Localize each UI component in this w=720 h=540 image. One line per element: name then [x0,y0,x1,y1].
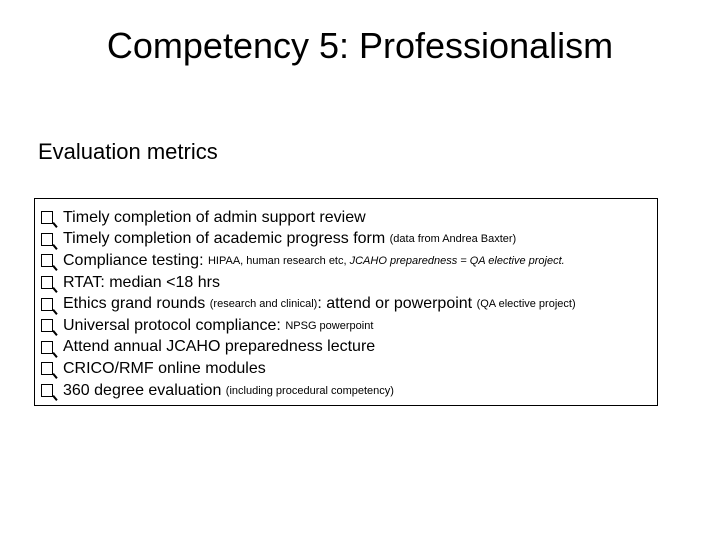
metric-text: Timely completion of admin support review [63,208,366,226]
slide-title: Competency 5: Professionalism [106,25,614,66]
metric-note: (data from Andrea Baxter) [389,233,517,246]
metric-text: Ethics grand rounds [63,295,210,313]
slide-subtitle: Evaluation metrics [38,139,218,164]
checkbox-bullet-icon [41,254,53,267]
metric-note: NPSG powerpoint [285,319,374,332]
list-item [41,337,576,359]
metric-text: RTAT: median <18 hrs [63,273,220,291]
metrics-box [34,198,658,406]
checkbox-bullet-icon [41,384,53,397]
metric-note: (including procedural competency) [225,384,394,397]
metrics-list [41,207,576,401]
metric-note: HIPAA, human research etc, [207,254,350,267]
checkbox-bullet-icon [41,233,53,246]
checkbox-bullet-icon [41,341,53,354]
checkbox-bullet-icon [41,362,53,375]
metric-text: CRICO/RMF online modules [63,359,266,377]
list-item [41,293,576,315]
metric-text: 360 degree evaluation [63,381,226,399]
checkbox-bullet-icon [41,211,53,224]
list-item [41,380,576,402]
checkbox-bullet-icon [41,298,53,311]
metric-text: Attend annual JCAHO preparedness lecture [63,338,376,356]
checkbox-bullet-icon [41,276,53,289]
list-item [41,250,576,272]
metric-text-continued: : attend or powerpoint [317,295,477,313]
checkbox-bullet-icon [41,319,53,332]
metric-note-continued: (QA elective project) [476,298,576,311]
list-item [41,358,576,380]
list-item [41,272,576,294]
metric-text: Universal protocol compliance: [63,316,286,334]
metric-note: (research and clinical) [209,298,318,311]
list-item [41,229,576,251]
list-item [41,207,576,229]
metric-note-italic: JCAHO preparedness = QA elective project. [349,254,565,267]
metric-text: Timely completion of academic progress form [63,230,390,248]
metric-text: Compliance testing: [63,251,208,269]
list-item [41,315,576,337]
